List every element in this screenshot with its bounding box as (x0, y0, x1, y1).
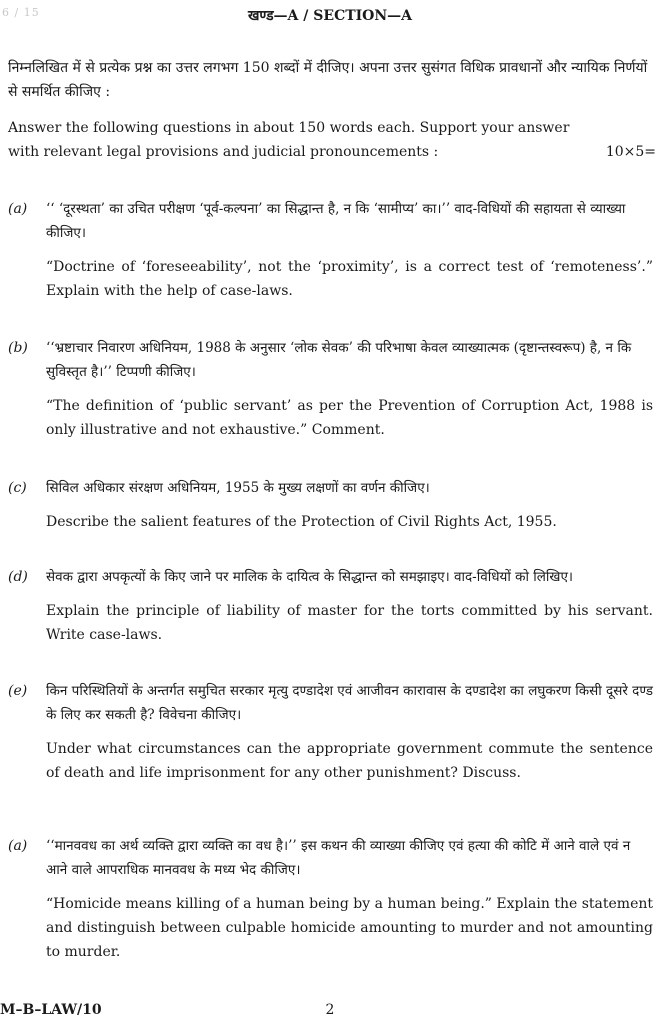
question-text-english: Describe the salient features of the Protection of Civil Rights Act, 1955. (46, 514, 557, 530)
question-label: (a) (8, 838, 28, 854)
question-label: (c) (8, 480, 27, 496)
question-text-hindi: ‘‘भ्रष्टाचार निवारण अधिनियम, 1988 के अनुसार ‘लोक सेवक’ की परिभाषा केवल व्याख्यात्मक (दृष्टान्तस्वरूप) है, न कि सुविस्तृत है।’’ टिप्पणी कीजिए। (46, 340, 632, 380)
question-c (8, 476, 653, 534)
question-text-english: Explain the principle of liability of master for the torts committed by his servant. Write case-laws. (46, 603, 653, 643)
marks-allocation: 10×5= (605, 144, 656, 160)
question-text-hindi: किन परिस्थितियों के अन्तर्गत समुचित सरकार मृत्यु दण्डादेश एवं आजीवन कारावास के दण्डादेश का लघुकरण किसी दूसरे दण्ड के लिए कर सकती है? विवेचना कीजिए। (46, 683, 653, 723)
question-text-english: “Doctrine of ‘foreseeability’, not the ‘proximity’, is a correct test of ‘remoteness’.” Explain with the help of case-laws. (46, 259, 653, 299)
question-label: (e) (8, 683, 28, 699)
question-label: (a) (8, 201, 28, 217)
section-title: खण्ड—A / SECTION—A (247, 8, 413, 24)
question-e (8, 679, 653, 785)
question-text-hindi: सेवक द्वारा अपकृत्यों के किए जाने पर मालिक के दायित्व के सिद्धान्त को समझाइए। वाद-विधियों को लिखिए। (46, 569, 574, 585)
question-text-english: “Homicide means killing of a human being by a human being.” Explain the statement and distinguish between culpable homicide amounting to murder and not amounting to murder. (46, 896, 653, 960)
question-a (8, 197, 653, 303)
instructions-english: Answer the following questions in about 150 words each. Support your answer with relevant legal provisions and judicial pronouncements : (8, 120, 570, 160)
question-text-english: Under what circumstances can the appropriate government commute the sentence of death and life imprisonment for any other punishment? Discuss. (46, 741, 653, 781)
page-number: 2 (325, 1002, 335, 1018)
question-next-a (8, 834, 653, 964)
question-text-hindi: ‘‘मानववध का अर्थ व्यक्ति द्वारा व्यक्ति का वध है।’’ इस कथन की व्याख्या कीजिए एवं हत्या की कोटि में आने वाले एवं न आने वाले आपराधिक मानववध के मध्य भेद कीजिए। (46, 838, 631, 878)
question-b (8, 336, 653, 442)
question-text-english: “The definition of ‘public servant’ as per the Prevention of Corruption Act, 1988 is only illustrative and not exhaustive.” Comment. (46, 398, 653, 438)
question-text-hindi: ‘‘ ‘दूरस्थता’ का उचित परीक्षण ‘पूर्व-कल्पना’ का सिद्धान्त है, न कि ‘सामीप्य’ का।’’ वाद-विधियों की सहायता से व्याख्या कीजिए। (46, 201, 626, 241)
instructions-hindi: निम्नलिखित में से प्रत्येक प्रश्न का उत्तर लगभग 150 शब्दों में दीजिए। अपना उत्तर सुसंगत विधिक प्रावधानों और न्यायिक निर्णयों से समर्थित कीजिए : (8, 60, 648, 100)
question-label: (b) (8, 340, 28, 356)
corner-mark: 6 / 15 (2, 6, 40, 19)
question-label: (d) (8, 569, 28, 585)
question-d (8, 565, 653, 647)
question-text-hindi: सिविल अधिकार संरक्षण अधिनियम, 1955 के मुख्य लक्षणों का वर्णन कीजिए। (46, 480, 430, 496)
paper-code: M–B–LAW/10 (0, 1002, 102, 1018)
